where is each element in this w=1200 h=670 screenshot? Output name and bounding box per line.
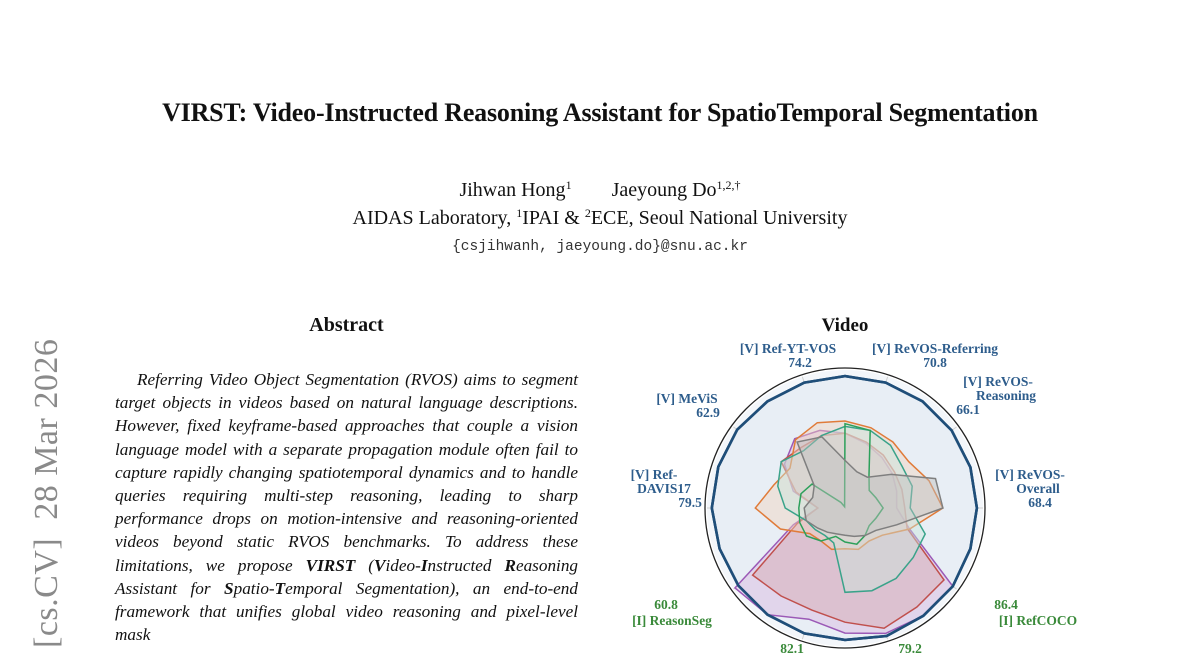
acronym-letter: I (421, 556, 428, 575)
axis-label (740, 341, 836, 370)
acronym-letter: T (275, 579, 286, 598)
axis-label-text: [V] ReVOS- (963, 374, 1033, 389)
chart-title: Video (822, 315, 869, 336)
affiliation (0, 206, 1200, 230)
axis-label-text: [V] ReVOS- (995, 467, 1065, 482)
radar-chart-svg (610, 305, 1090, 665)
axis-label (631, 467, 702, 510)
paper-title: VIRST: Video-Instructed Reasoning Assistant for SpatioTemporal Segmentation (0, 98, 1200, 128)
acronym-letter: R (504, 556, 515, 575)
abstract-heading: Abstract (115, 314, 578, 337)
affil-sup: 2 (585, 206, 591, 220)
axis-label-text: DAVIS17 (637, 481, 691, 496)
axis-value: 66.1 (956, 402, 980, 417)
axis-label (872, 341, 998, 370)
axis-label (898, 641, 922, 656)
radar-chart (610, 305, 1090, 665)
abstract-part: ideo- (386, 556, 421, 575)
author-affil-sup: 1,2,† (717, 178, 741, 192)
axis-label (632, 597, 712, 628)
acronym-letter: S (224, 579, 234, 598)
axis-value: 82.1 (780, 641, 804, 656)
axis-label (656, 391, 720, 420)
axis-label-text: [V] ReVOS-Referring (872, 341, 998, 356)
axis-label-text: [V] Ref-YT-VOS (740, 341, 836, 356)
affil-sup: 1 (516, 206, 522, 220)
axis-label-text: [I] ReasonSeg (632, 613, 712, 628)
axis-label-text: [I] RefCOCO (999, 613, 1077, 628)
abstract-part: ), an end-to-end framework that unifies global video reasoning and pixel-level mask (115, 579, 578, 644)
abstract-part: Referring Video Object Segmentation (RVOS) aims to segment target objects in videos based on natural language descriptions. However, fixed keyframe-based approaches that couple a vision language model with a separate propagation module often fail to capture rapidly changing spatiotemporal dynamics and to handle queries requiring multi-step reasoning, leading to sharp performance drops on motion-intensive and reasoning-oriented videos beyond static RVOS benchmarks. To address these limitations, we propose (115, 370, 578, 575)
axis-value: 60.8 (654, 597, 678, 612)
axis-value: 74.2 (788, 355, 812, 370)
abstract-text (115, 368, 578, 646)
author-name: Jaeyoung Do (612, 179, 717, 201)
abstract-part: easoning Assistant for (115, 556, 578, 598)
axis-label-text: Overall (1016, 481, 1060, 496)
axis-value: 70.8 (923, 355, 947, 370)
affiliation-lab: AIDAS Laboratory, (353, 207, 517, 229)
affiliation-org: ECE, Seoul National University (591, 207, 848, 229)
author-email[interactable]: {csjihwanh, jaeyoung.do}@snu.ac.kr (0, 239, 1200, 255)
author-affil-sup: 1 (566, 178, 572, 192)
axis-label (995, 467, 1065, 510)
acronym-letter: V (374, 556, 385, 575)
axis-label (780, 641, 804, 656)
abstract-part: nstructed (428, 556, 505, 575)
abstract-part: ( (355, 556, 374, 575)
author-name: Jihwan Hong (459, 179, 565, 201)
author-list (0, 178, 1200, 202)
axis-label-text: [V] Ref- (631, 467, 678, 482)
axis-value: 68.4 (1028, 495, 1052, 510)
axis-value: 79.5 (678, 495, 702, 510)
method-name: VIRST (306, 556, 356, 575)
axis-label (994, 597, 1077, 628)
axis-value: 62.9 (696, 405, 720, 420)
abstract-part: patio- (234, 579, 275, 598)
arxiv-stamp: [cs.CV] 28 Mar 2026 (28, 339, 66, 648)
affiliation-org: IPAI & (522, 207, 585, 229)
axis-label-text: [V] MeViS (656, 391, 717, 406)
axis-value: 79.2 (898, 641, 922, 656)
abstract-part: emporal Segmentation (285, 579, 449, 598)
axis-label (956, 374, 1036, 417)
axis-value: 86.4 (994, 597, 1018, 612)
axis-label-text: Reasoning (976, 388, 1036, 403)
